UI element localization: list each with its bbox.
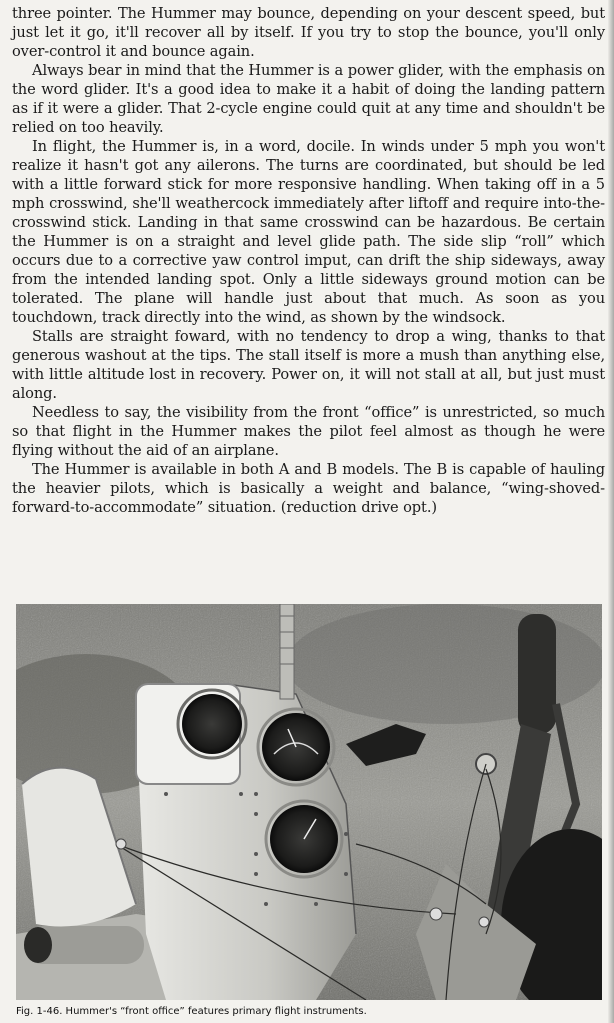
paragraph-4: Stalls are straight foward, with no tendency to drop a wing, thanks to that generous washout at the tips. The stall itself is more a mush than anything else, with little altitude lost in recovery. Power on, it will not stall at all, but just must along. (12, 328, 605, 402)
page-edge-shadow (608, 0, 614, 1023)
paragraph-5: Needless to say, the visibility from the front “office” is unrestricted, so much so that flight in the Hummer makes the pilot feel almost as though he were flying without the aid of an airplane. (12, 404, 605, 459)
body-text (12, 4, 605, 517)
paragraph-2: Always bear in mind that the Hummer is a power glider, with the emphasis on the word glider. It's a good idea to make it a habit of doing the landing pattern as if it were a glider. That 2-cycle engine could quit at any time and shouldn't be relied on too heavily. (12, 62, 605, 136)
figure-photo (16, 604, 602, 1000)
paragraph-1: three pointer. The Hummer may bounce, depending on your descent speed, but just let it go, it'll recover all by itself. If you try to stop the bounce, you'll only over-control it and bounce again. (12, 5, 605, 60)
figure-caption: Fig. 1-46. Hummer's “front office” features primary flight instruments. (16, 1006, 367, 1017)
paragraph-3: In flight, the Hummer is, in a word, docile. In winds under 5 mph you won't realize it hasn't got any ailerons. The turns are coordinated, but should be led with a little forward stick for more responsive handling. When taking off in a 5 mph crosswind, she'll weathercock immediately after liftoff and require into-the-crosswind stick. Landing in that same crosswind can be hazardous. Be certain the Hummer is on a straight and level glide path. The side slip “roll” which occurs due to a corrective yaw control imput, can drift the ship sideways, away from the intended landing spot. Only a little sideways ground motion can be tolerated. The plane will handle just about that much. As soon as you touchdown, track directly into the wind, as shown by the windsock. (12, 138, 605, 326)
paragraph-6: The Hummer is available in both A and B models. The B is capable of hauling the heavier pilots, which is basically a weight and balance, “wing-shoved-forward-to-accommodate” situation. (reduction drive opt.) (12, 461, 605, 516)
